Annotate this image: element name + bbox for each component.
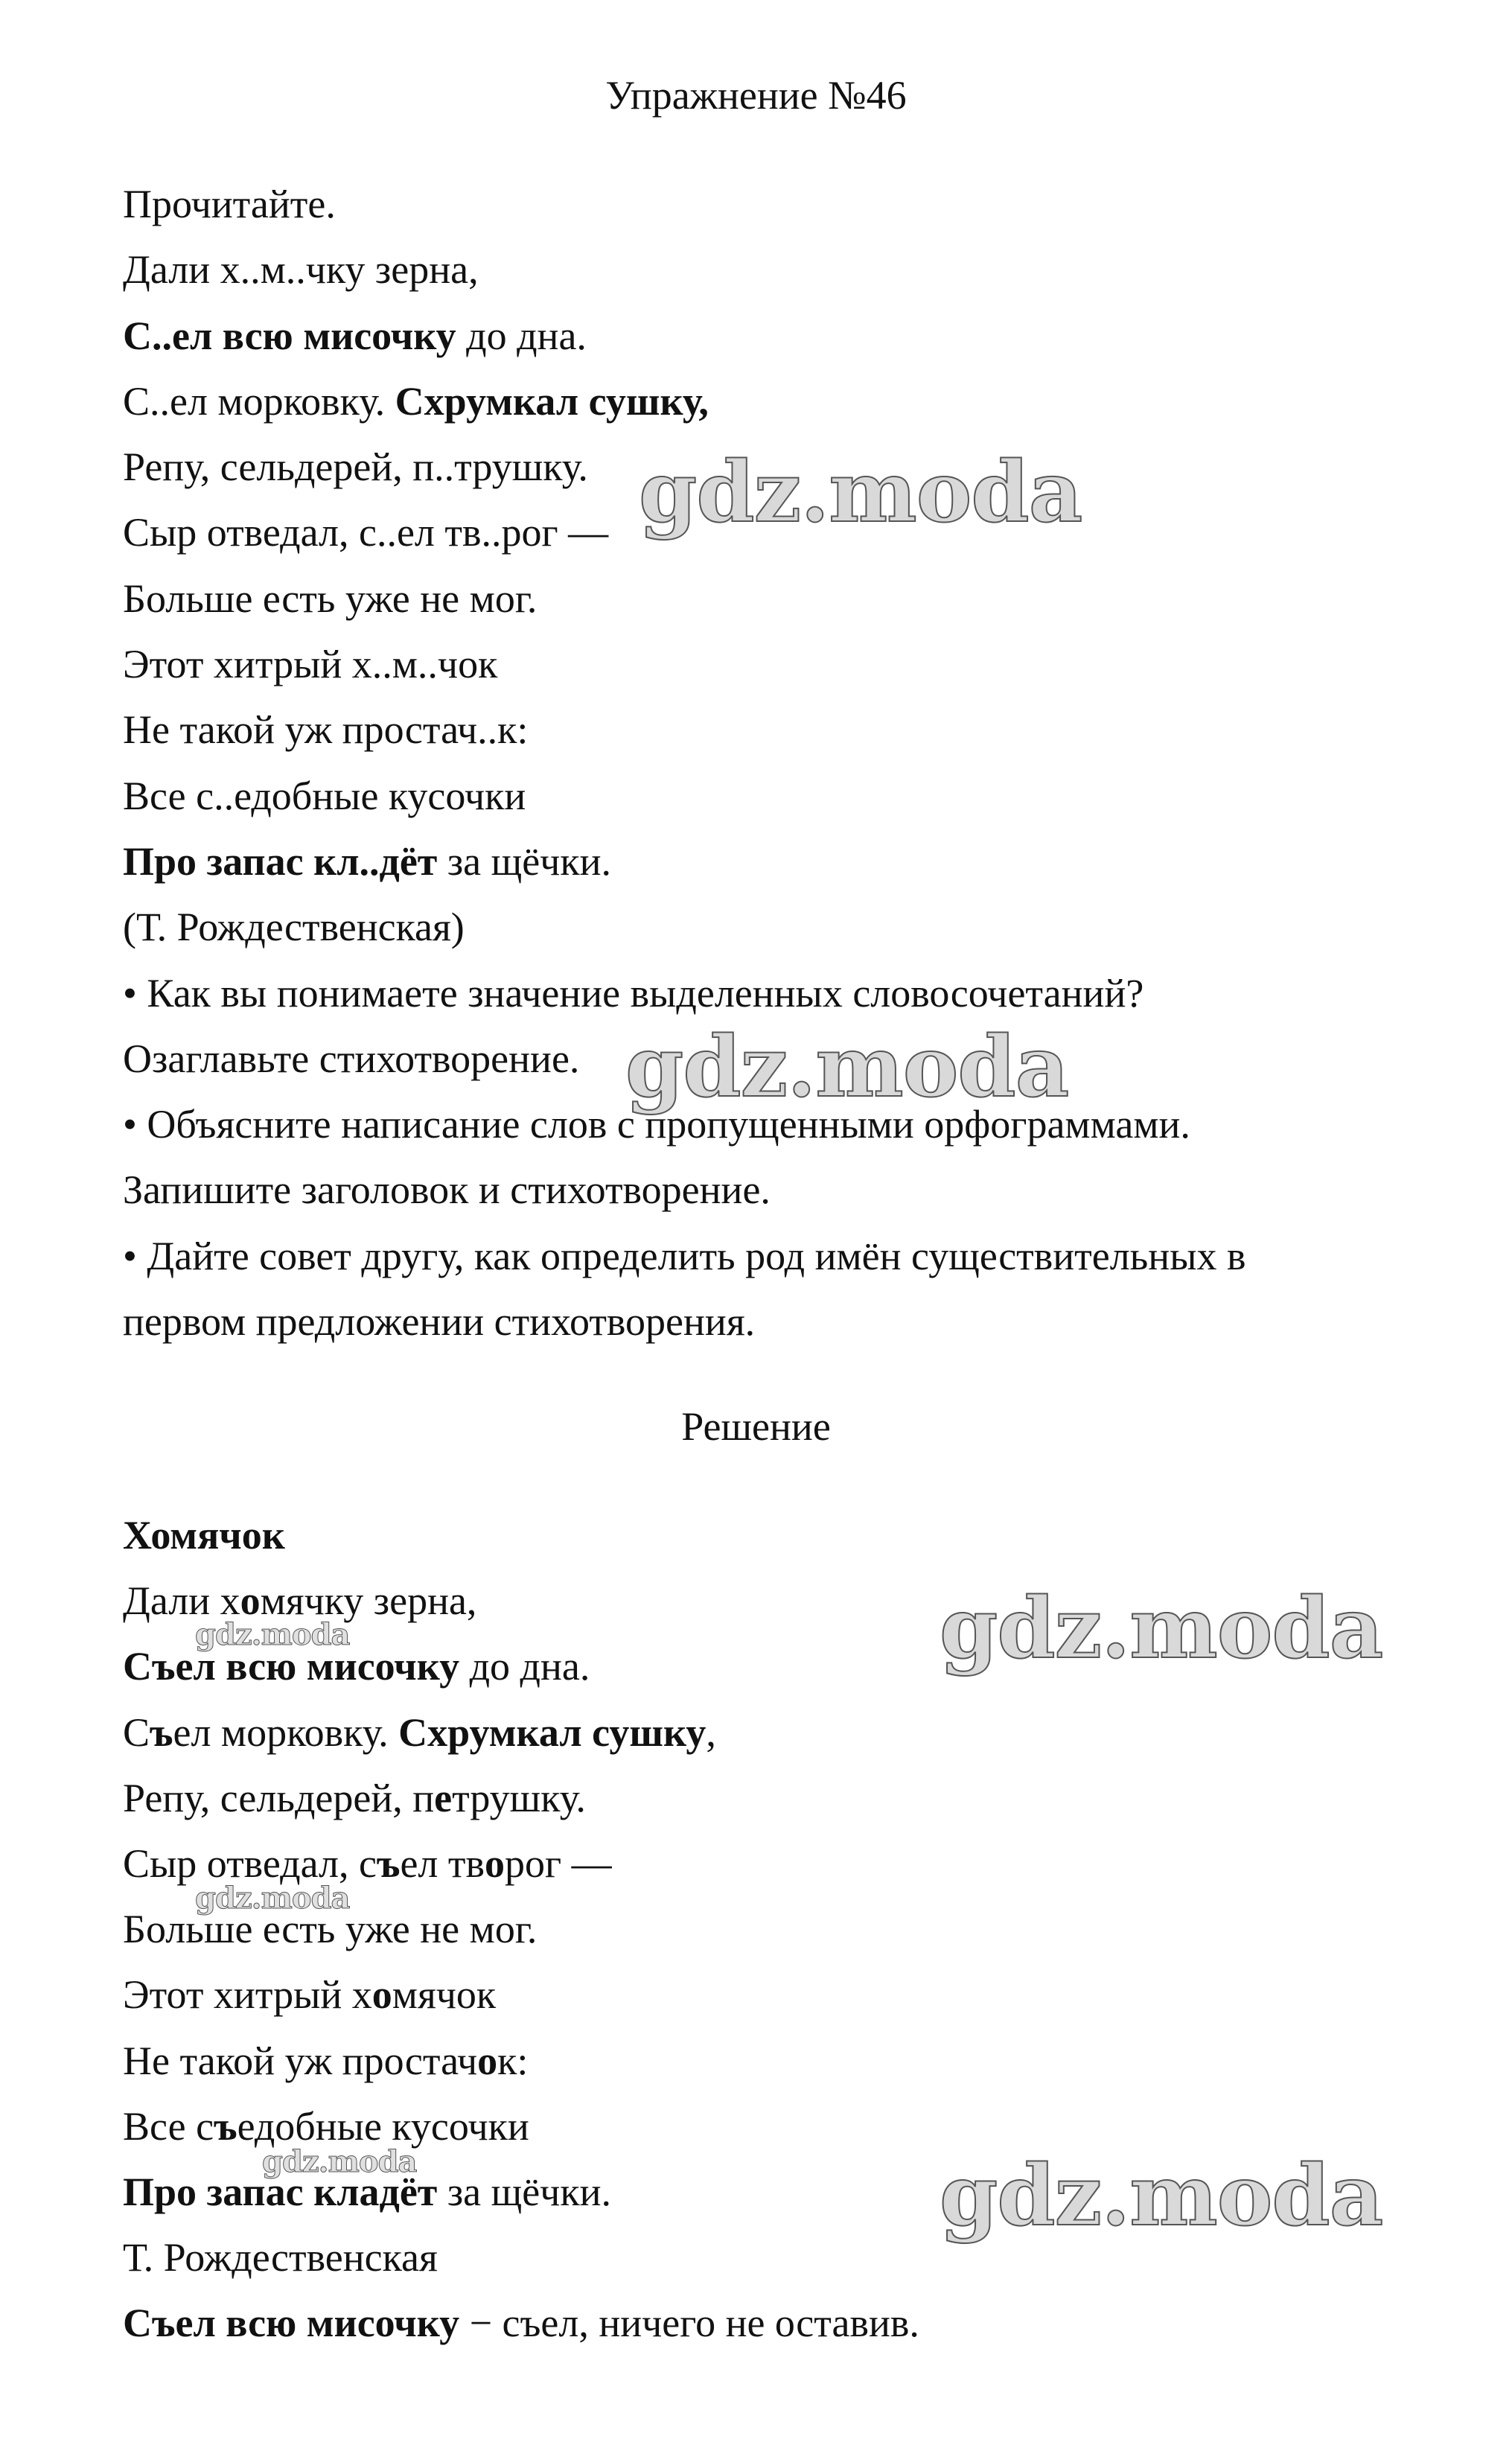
text: Больше есть уже не мог.: [123, 1907, 538, 1952]
bold-text: о: [240, 1578, 261, 1624]
text: Все с: [123, 2103, 214, 2149]
watermark: gdz.moda: [940, 2147, 1383, 2245]
text: мячку зерна,: [260, 1578, 477, 1624]
text: • Объясните написание слов с пропущенными орфограммами.: [123, 1102, 1190, 1147]
solution-line: [123, 1765, 1433, 1831]
text: Репу, сельдерей, п: [123, 1775, 435, 1820]
bold-text: Схрумкал сушку,: [395, 378, 709, 424]
task-line: [123, 171, 1433, 237]
text: первом предложении стихотворения.: [123, 1299, 756, 1345]
text: до дна.: [459, 1644, 590, 1689]
task-line: [123, 894, 1433, 960]
text: за щёчки.: [437, 838, 611, 884]
bold-text: о: [477, 2038, 498, 2083]
text: Не такой уж простач: [123, 2038, 478, 2083]
text: ,: [706, 1709, 716, 1755]
bold-text: С..ел всю мисочку: [123, 313, 456, 358]
bold-text: е: [434, 1775, 453, 1820]
watermark: gdz.moda: [625, 1019, 1069, 1116]
watermark: gdz.moda: [639, 444, 1082, 541]
bold-text: ъ: [214, 2103, 237, 2149]
solution-line: [123, 1700, 1433, 1765]
text: Озаглавьте стихотворение.: [123, 1036, 580, 1081]
text: Все с..едобные кусочки: [123, 773, 526, 818]
watermark-small: gdz.moda: [195, 1617, 350, 1652]
text: ел тв: [400, 1840, 485, 1886]
bold-text: Съел всю мисочку: [123, 1644, 460, 1689]
text: до дна.: [456, 313, 587, 358]
task-line: [123, 631, 1433, 697]
bold-text: о: [484, 1840, 505, 1886]
text: • Как вы понимаете значение выделенных словосочетаний?: [123, 970, 1144, 1016]
text: С..ел морковку.: [123, 378, 395, 424]
task-line: [123, 1289, 1433, 1354]
text: к:: [497, 2038, 529, 2083]
text: Больше есть уже не мог.: [123, 576, 538, 621]
text: Этот хитрый х: [123, 1972, 372, 2018]
task-text: [123, 171, 1433, 1354]
task-line: [123, 303, 1433, 369]
task-line: [123, 1223, 1433, 1289]
exercise-title: Упражнение №46: [605, 73, 907, 118]
text: Не такой уж простач..к:: [123, 707, 529, 753]
text: трушку.: [452, 1775, 586, 1820]
text: мячок: [392, 1972, 497, 2018]
task-line: [123, 763, 1433, 829]
bold-text: Съел всю мисочку: [123, 2301, 460, 2346]
watermark: gdz.moda: [940, 1580, 1383, 1677]
text: − съел, ничего не оставив.: [459, 2301, 919, 2346]
bold-text: о: [371, 1972, 392, 2018]
text: Запишите заголовок и стихотворение.: [123, 1167, 771, 1213]
text: за щёчки.: [437, 2169, 611, 2214]
text: Этот хитрый х..м..чок: [123, 642, 498, 687]
solution-line: [123, 1962, 1433, 2027]
solution-line: [123, 1502, 1433, 1568]
task-line: [123, 237, 1433, 302]
bold-text: ъ: [376, 1840, 401, 1886]
text: Дали х: [123, 1578, 240, 1624]
task-line: [123, 829, 1433, 894]
text: едобные кусочки: [237, 2103, 529, 2149]
bold-text: Хомячок: [123, 1513, 285, 1558]
watermark-small: gdz.moda: [262, 2144, 417, 2179]
text: Дали х..м..чку зерна,: [123, 247, 479, 293]
task-line: [123, 369, 1433, 434]
text: С: [123, 1709, 150, 1755]
solution-line: [123, 2290, 1433, 2356]
text: (Т. Рождественская): [123, 905, 465, 950]
solution-line: [123, 2028, 1433, 2094]
task-line: [123, 960, 1433, 1026]
bold-text: Про запас кл..дёт: [123, 838, 438, 884]
watermark-small: gdz.moda: [195, 1881, 350, 1916]
text: Репу, сельдерей, п..трушку.: [123, 444, 588, 490]
text: • Дайте совет другу, как определить род имён существительных в: [123, 1233, 1246, 1278]
text: рог —: [504, 1840, 612, 1886]
text: ел морковку.: [173, 1709, 399, 1755]
text: Сыр отведал, с..ел тв..рог —: [123, 510, 609, 555]
bold-text: ъ: [150, 1709, 173, 1755]
text: Прочитайте.: [123, 182, 336, 226]
text: Т. Рождественская: [123, 2235, 438, 2280]
task-line: [123, 566, 1433, 631]
bold-text: Про запас кладёт: [123, 2169, 438, 2214]
solution-heading: Решение: [681, 1404, 831, 1449]
bold-text: Схрумкал сушку: [398, 1709, 706, 1755]
text: Сыр отведал, с: [123, 1840, 377, 1886]
task-line: [123, 697, 1433, 762]
task-line: [123, 1157, 1433, 1222]
